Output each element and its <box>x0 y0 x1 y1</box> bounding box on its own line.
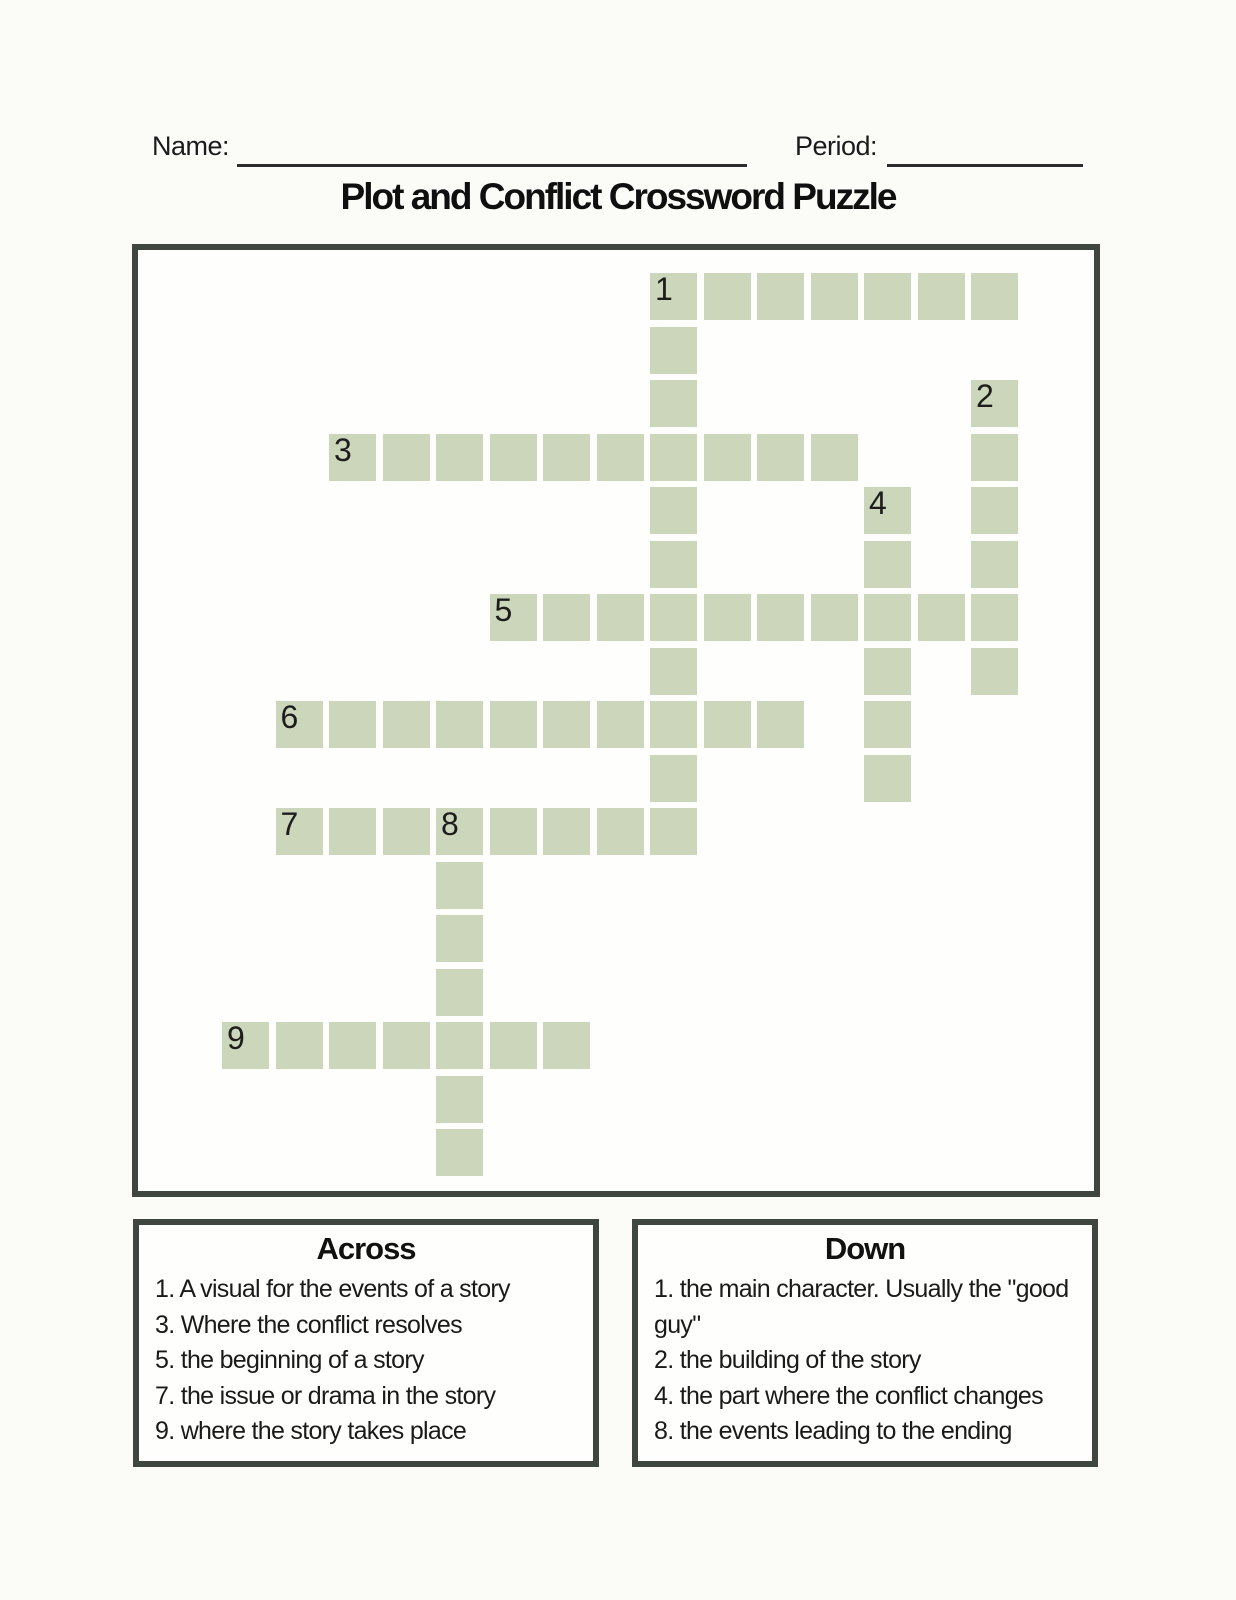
cell-number: 9 <box>227 1020 245 1056</box>
down-clue-item: 8. the events leading to the ending <box>654 1417 1012 1446</box>
cell-number: 7 <box>280 806 299 842</box>
crossword-cell[interactable] <box>436 701 483 748</box>
crossword-cell[interactable] <box>811 594 858 641</box>
crossword-cell[interactable] <box>650 434 697 481</box>
crossword-cell[interactable] <box>971 594 1018 641</box>
down-clue-list <box>638 1272 1092 1450</box>
down-clue-item: 1. the main character. Usually the "good guy" <box>654 1275 1069 1339</box>
crossword-cell[interactable] <box>490 594 537 641</box>
crossword-cell[interactable] <box>704 434 751 481</box>
crossword-cell[interactable] <box>971 487 1018 534</box>
crossword-cell[interactable] <box>650 487 697 534</box>
crossword-cell[interactable] <box>597 434 644 481</box>
crossword-cell[interactable] <box>650 594 697 641</box>
crossword-cell[interactable] <box>971 648 1018 695</box>
cell-number: 6 <box>280 699 299 735</box>
crossword-cell[interactable] <box>704 273 751 320</box>
crossword-cell[interactable] <box>276 701 323 748</box>
crossword-cell[interactable] <box>436 915 483 962</box>
cell-number: 5 <box>494 592 513 628</box>
across-clue-item: 9. where the story takes place <box>155 1417 467 1446</box>
crossword-grid <box>132 244 1100 1197</box>
across-clue-item: 1. A visual for the events of a story <box>155 1275 510 1303</box>
crossword-cell[interactable] <box>329 808 376 855</box>
crossword-cell[interactable] <box>383 1022 430 1069</box>
crossword-cell[interactable] <box>757 594 804 641</box>
crossword-cell[interactable] <box>436 808 483 855</box>
crossword-cell[interactable] <box>971 541 1018 588</box>
crossword-cell[interactable] <box>650 808 697 855</box>
crossword-cell[interactable] <box>383 701 430 748</box>
crossword-cell[interactable] <box>864 273 911 320</box>
crossword-cell[interactable] <box>864 701 911 748</box>
crossword-cell[interactable] <box>811 434 858 481</box>
name-label: Name: <box>152 131 230 161</box>
crossword-cell[interactable] <box>650 648 697 695</box>
crossword-cell[interactable] <box>757 273 804 320</box>
down-clues-box <box>632 1219 1098 1467</box>
down-clues-title: Down <box>824 1231 906 1266</box>
crossword-cell[interactable] <box>436 862 483 909</box>
across-clue-item: 5. the beginning of a story <box>155 1346 424 1375</box>
crossword-cell[interactable] <box>436 1076 483 1123</box>
crossword-cell[interactable] <box>597 594 644 641</box>
crossword-cell[interactable] <box>650 327 697 374</box>
crossword-cell[interactable] <box>543 434 590 481</box>
down-clue-item: 4. the part where the conflict changes <box>654 1381 1043 1410</box>
crossword-cell[interactable] <box>864 648 911 695</box>
crossword-cell[interactable] <box>543 1022 590 1069</box>
crossword-cell[interactable] <box>543 701 590 748</box>
across-clues-title: Across <box>316 1231 416 1266</box>
crossword-cell[interactable] <box>918 594 965 641</box>
crossword-cell[interactable] <box>971 380 1018 427</box>
crossword-cell[interactable] <box>650 701 697 748</box>
crossword-cell[interactable] <box>383 434 430 481</box>
crossword-cell[interactable] <box>757 434 804 481</box>
crossword-cell[interactable] <box>329 431 376 481</box>
crossword-cell[interactable] <box>436 1129 483 1176</box>
across-clue-item: 7. the issue or drama in the story <box>155 1381 496 1410</box>
period-field[interactable] <box>887 164 1083 167</box>
crossword-cell[interactable] <box>222 1022 269 1069</box>
cell-number: 2 <box>976 378 994 414</box>
crossword-cell[interactable] <box>490 808 537 855</box>
crossword-cell[interactable] <box>383 808 430 855</box>
across-clue-item: 3. Where the conflict resolves <box>155 1310 462 1339</box>
crossword-cell[interactable] <box>436 969 483 1016</box>
period-label: Period: <box>795 131 878 161</box>
crossword-cell[interactable] <box>329 1022 376 1069</box>
crossword-cell[interactable] <box>864 487 911 534</box>
crossword-cell[interactable] <box>490 1022 537 1069</box>
crossword-cell[interactable] <box>864 594 911 641</box>
crossword-cell[interactable] <box>543 594 590 641</box>
name-field[interactable] <box>237 164 747 167</box>
crossword-cell[interactable] <box>650 380 697 427</box>
crossword-cell[interactable] <box>650 273 697 320</box>
crossword-cell[interactable] <box>276 808 323 855</box>
crossword-cell[interactable] <box>329 701 376 748</box>
crossword-cell[interactable] <box>436 434 483 481</box>
cell-number: 3 <box>334 431 352 468</box>
crossword-cell[interactable] <box>864 541 911 588</box>
crossword-cell[interactable] <box>650 755 697 802</box>
crossword-cell[interactable] <box>918 273 965 320</box>
crossword-cell[interactable] <box>436 1022 483 1069</box>
crossword-cell[interactable] <box>704 594 751 641</box>
crossword-cell[interactable] <box>971 434 1018 481</box>
crossword-cell[interactable] <box>276 1022 323 1069</box>
down-clue-item: 2. the building of the story <box>654 1346 921 1375</box>
across-clue-list <box>139 1272 593 1450</box>
cell-number: 8 <box>441 806 459 842</box>
crossword-cell[interactable] <box>543 808 590 855</box>
cell-number: 1 <box>655 271 673 307</box>
crossword-cell[interactable] <box>650 541 697 588</box>
crossword-cell[interactable] <box>597 701 644 748</box>
crossword-cell[interactable] <box>971 273 1018 320</box>
crossword-cell[interactable] <box>704 701 751 748</box>
crossword-cell[interactable] <box>490 434 537 481</box>
page-title: Plot and Conflict Crossword Puzzle <box>340 176 896 217</box>
crossword-cell[interactable] <box>597 808 644 855</box>
crossword-cell[interactable] <box>811 273 858 320</box>
crossword-cell[interactable] <box>490 701 537 748</box>
cell-number: 4 <box>869 485 887 521</box>
crossword-cell[interactable] <box>864 755 911 802</box>
crossword-cell[interactable] <box>757 701 804 748</box>
across-clues-box <box>133 1219 599 1467</box>
